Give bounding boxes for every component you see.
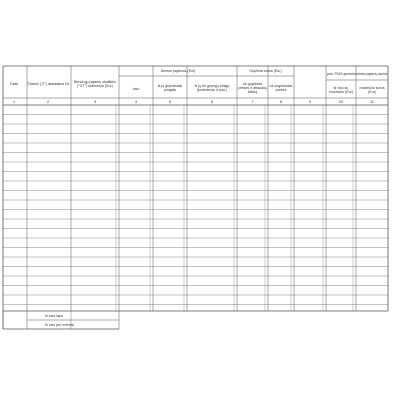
page-total-label: Iš viso lapo bbox=[45, 314, 63, 318]
column-number: 8 bbox=[279, 99, 283, 104]
column-header-total: viso bbox=[132, 86, 140, 91]
column-header-receipt-number: Čekinis ("Z") ataskaitos Nr bbox=[27, 81, 69, 86]
column-header-gt-reading: Bendrųjų pajamų skaitiklio ("GT") rodmenys (Eur) bbox=[74, 79, 116, 88]
column-number: 6 bbox=[210, 99, 214, 104]
month-total-label: Iš viso per mėnesį bbox=[45, 323, 74, 327]
column-header-returned: už grąžintas prekes ir atšauktą klaidą bbox=[238, 81, 267, 95]
column-number: 10 bbox=[338, 99, 344, 104]
column-header-vat-total: iš viso su mokesčiu (Eur) bbox=[328, 85, 354, 94]
column-header-cash: iš jų grynaisiais pinigais bbox=[157, 83, 183, 92]
column-number: 5 bbox=[168, 99, 172, 104]
column-header-9 bbox=[294, 70, 326, 98]
column-number: 11 bbox=[370, 99, 374, 104]
column-number: 4 bbox=[134, 99, 138, 104]
column-number: 9 bbox=[308, 99, 312, 104]
column-header-damaged: už sugedusias prekes bbox=[269, 83, 293, 92]
column-header-cashless: iš jų be grynųjų pinigų (korteliemis ir pan.) bbox=[194, 83, 230, 92]
group-header-income: Dienos pajamos (Eur) bbox=[160, 69, 196, 74]
column-header-date: Data bbox=[10, 81, 18, 86]
group-header-vat: pos. PVM apmokestinta pajamų suma bbox=[326, 71, 388, 76]
group-header-returns: Grąžinta suma (Eur) bbox=[249, 69, 282, 74]
column-number: 2 bbox=[46, 99, 50, 104]
column-header-vat-amount: mokesčio suma (Eur) bbox=[359, 85, 385, 94]
column-number: 3 bbox=[93, 99, 97, 104]
column-number: 1 bbox=[12, 99, 16, 104]
column-number: 7 bbox=[251, 99, 254, 104]
